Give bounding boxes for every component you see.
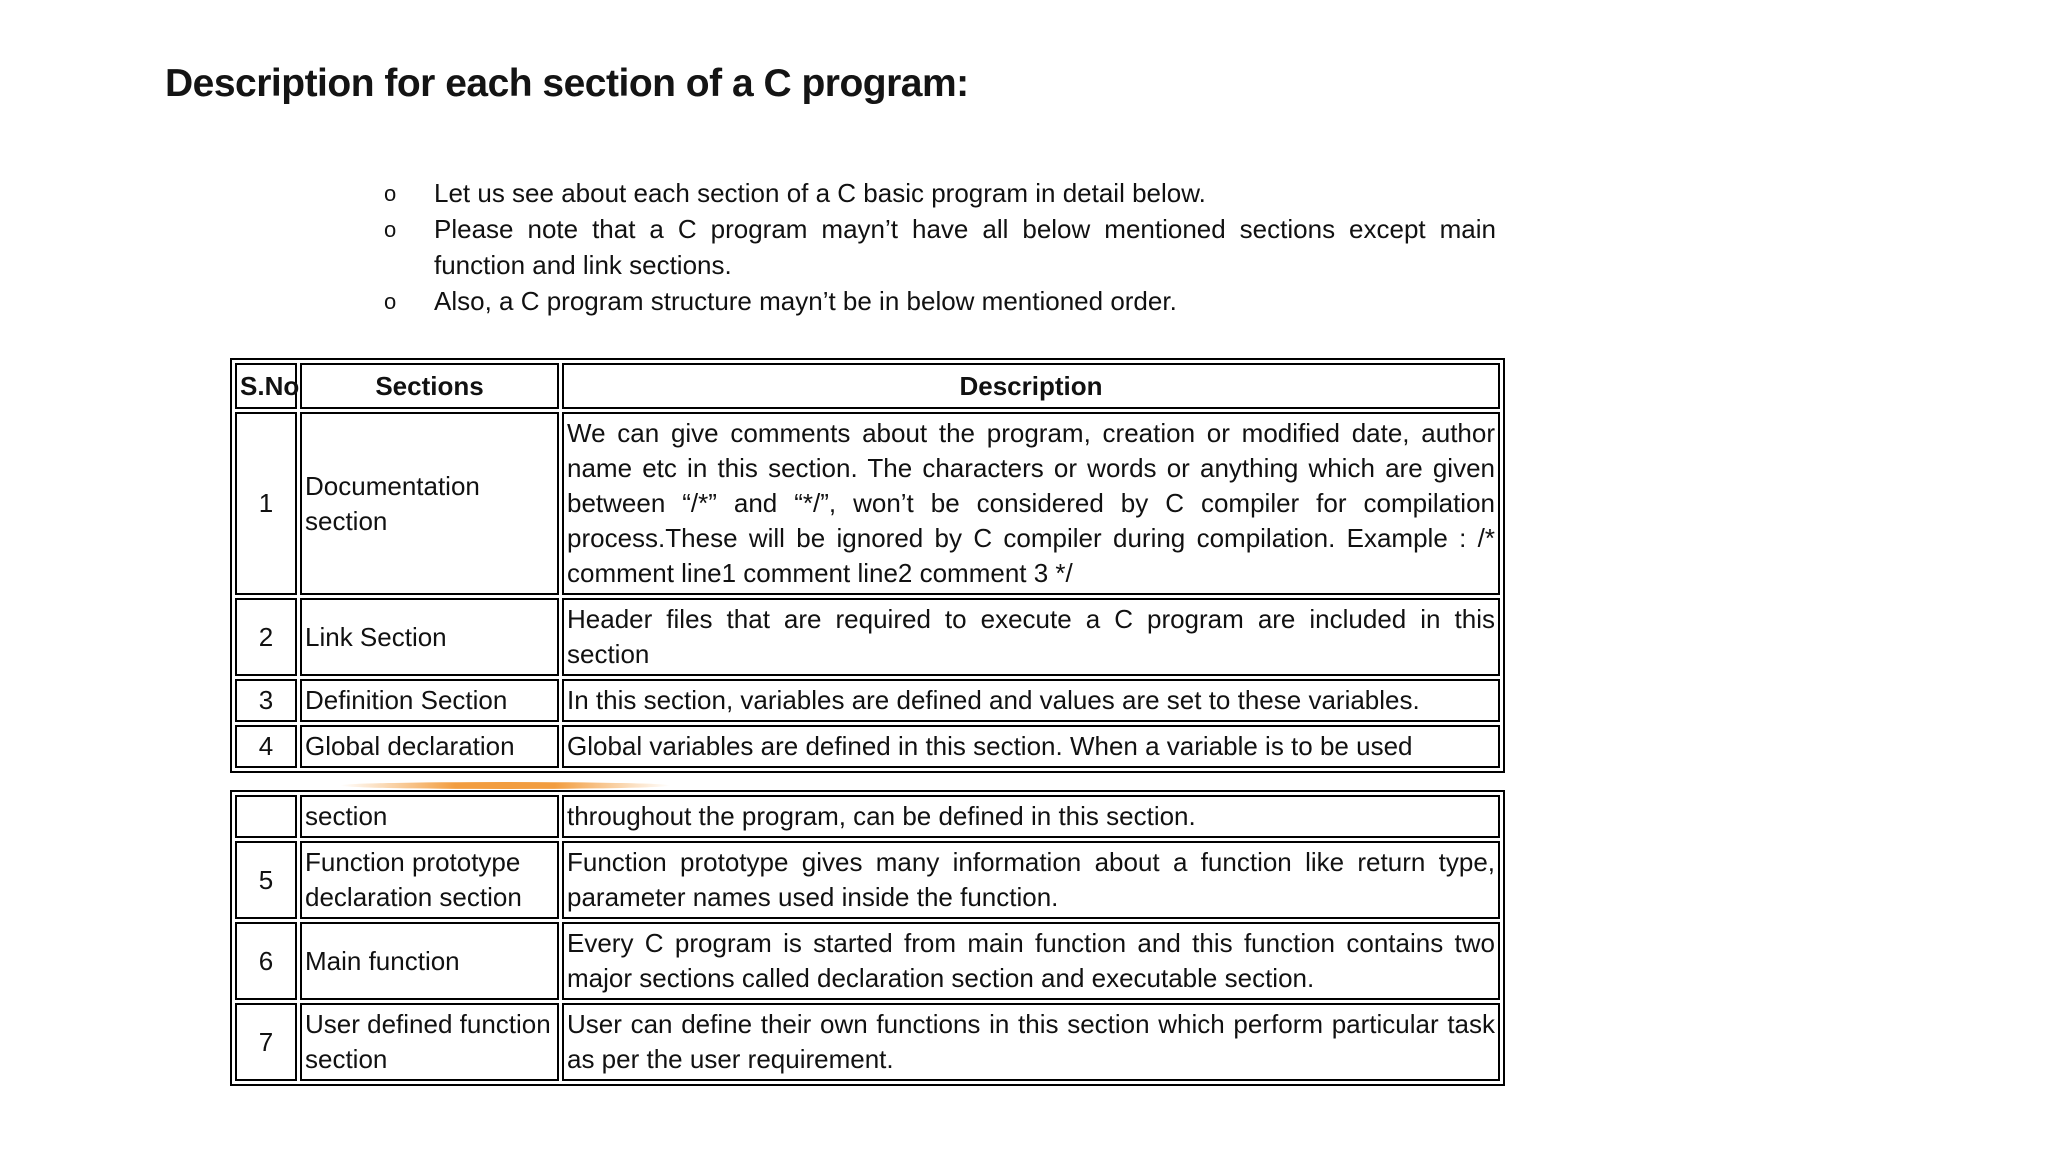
bullet-text: Please note that a C program mayn’t have all below mentioned sections except main function and link sections. [434,214,1496,280]
bullet-list [380,175,1496,319]
cell-section: Main function [300,922,559,1000]
table-row [235,841,1500,919]
header-sno: S.No [235,363,297,409]
cell-section: section [300,795,559,838]
table-row [235,795,1500,838]
cell-section: Definition Section [300,679,559,722]
table-header-row [235,363,1500,409]
cell-description: throughout the program, can be defined in this section. [562,795,1500,838]
sections-table-part1 [230,358,1505,773]
cell-sno: 2 [235,598,297,676]
table-row [235,412,1500,595]
bullet-marker: o [384,289,397,314]
table-row [235,922,1500,1000]
cell-description: User can define their own functions in this section which perform particular task as per the user requirement. [562,1003,1500,1081]
cell-description: Global variables are defined in this section. When a variable is to be used [562,725,1500,768]
bullet-text: Let us see about each section of a C basic program in detail below. [434,178,1206,208]
table-row [235,679,1500,722]
bullet-item [380,211,1496,283]
cell-section: User defined function section [300,1003,559,1081]
page-break-divider [340,782,670,789]
page-title: Description for each section of a C program: [165,62,969,105]
cell-section: Global declaration [300,725,559,768]
table-row [235,1003,1500,1081]
sections-table-part2 [230,790,1505,1086]
header-sections: Sections [300,363,559,409]
cell-sno [235,795,297,838]
bullet-item [380,175,1496,211]
cell-section: Documentation section [300,412,559,595]
table-row [235,725,1500,768]
table-row [235,598,1500,676]
bullet-item [380,283,1496,319]
header-description: Description [562,363,1500,409]
bullet-marker: o [384,217,397,242]
cell-sno: 3 [235,679,297,722]
cell-description: Function prototype gives many information about a function like return type, parameter names used inside the function. [562,841,1500,919]
cell-sno: 5 [235,841,297,919]
bullet-text: Also, a C program structure mayn’t be in below mentioned order. [434,286,1177,316]
cell-description: In this section, variables are defined and values are set to these variables. [562,679,1500,722]
cell-sno: 1 [235,412,297,595]
cell-sno: 6 [235,922,297,1000]
cell-description: We can give comments about the program, creation or modified date, author name etc in this section. The characters or words or anything which are given between “/*” and “*/”, won’t be considered by C compiler for compilation process.These will be ignored by C compiler during compilation. Example : /* comment line1 comment line2 comment 3 */ [562,412,1500,595]
cell-description: Every C program is started from main function and this function contains two major sections called declaration section and executable section. [562,922,1500,1000]
cell-section: Function prototype declaration section [300,841,559,919]
cell-sno: 7 [235,1003,297,1081]
bullet-marker: o [384,181,397,206]
cell-section: Link Section [300,598,559,676]
cell-sno: 4 [235,725,297,768]
cell-description: Header files that are required to execute a C program are included in this section [562,598,1500,676]
